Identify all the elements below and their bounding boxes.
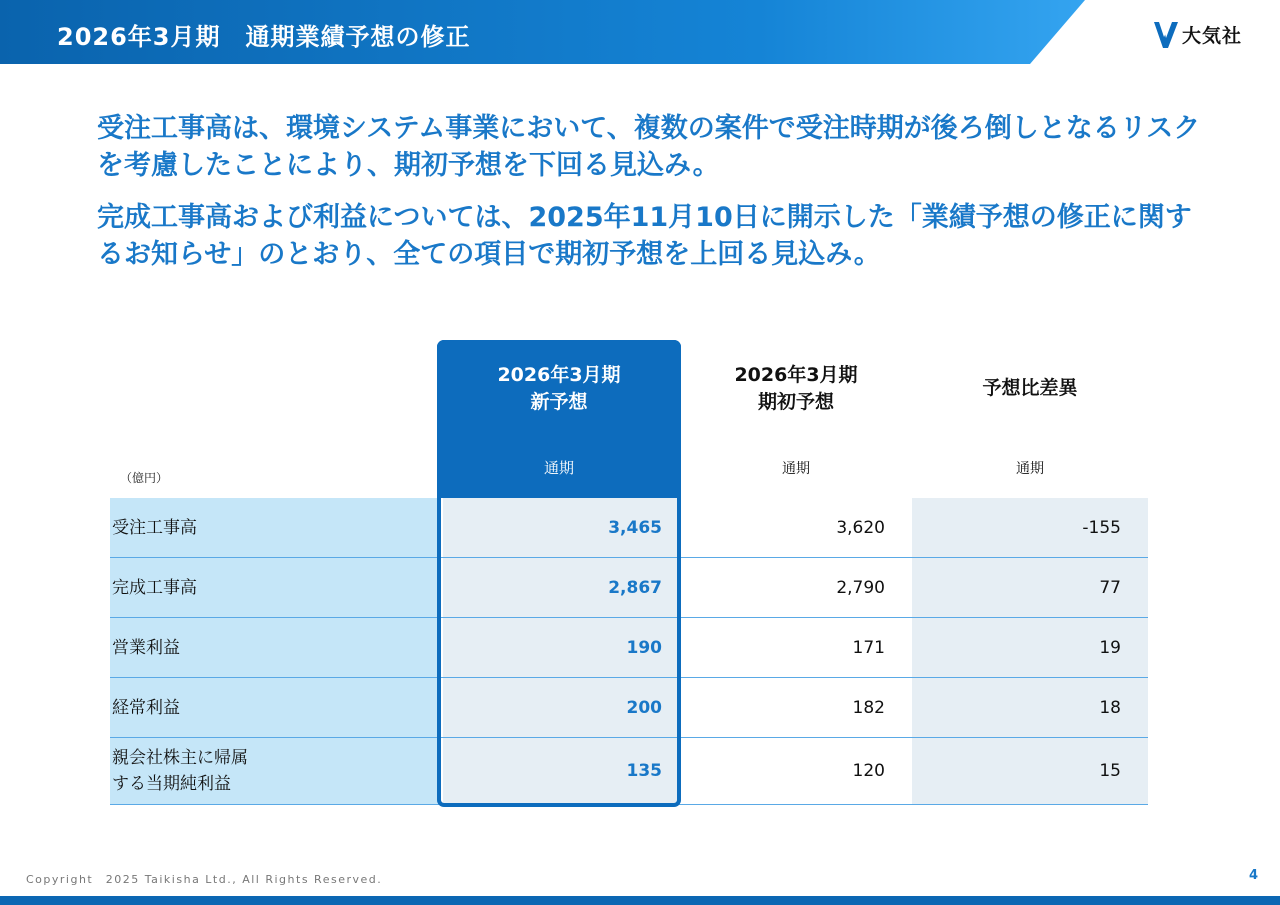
row-label: 親会社株主に帰属 する当期純利益	[110, 738, 440, 804]
row-label: 経常利益	[110, 678, 440, 738]
message-completed: 完成工事高および利益については、2025年11月10日に開示した「業績予想の修正に関するお知らせ」のとおり、全ての項目で期初予想を上回る見込み。	[97, 202, 1192, 270]
page-number: 4	[1249, 868, 1259, 883]
new-forecast-value: 200	[626, 698, 662, 718]
col-sub-initial-forecast: 通期	[782, 461, 810, 477]
row-label: 受注工事高	[110, 498, 440, 558]
col-sub-new-forecast: 通期	[543, 459, 574, 477]
col-header-initial-forecast	[682, 362, 910, 416]
unit-label: （億円）	[120, 471, 169, 485]
company-logo	[1153, 17, 1242, 51]
initial-forecast-value: 182	[852, 698, 885, 718]
initial-forecast-value: 171	[852, 638, 885, 658]
difference-value: 77	[1099, 578, 1121, 598]
new-forecast-value: 190	[626, 638, 662, 658]
col-header-line2: 期初予想	[757, 391, 834, 413]
col-header-line1: 2026年3月期	[497, 364, 621, 386]
message-orders: 受注工事高は、環境システム事業において、複数の案件で受注時期が後ろ倒しとなるリスクを考慮したことにより、期初予想を下回る見込み。	[97, 113, 1201, 181]
difference-value: -155	[1082, 518, 1121, 538]
row-label: 営業利益	[110, 618, 440, 678]
col-header-line2: 新予想	[530, 391, 588, 413]
new-forecast-highlight-frame	[437, 340, 681, 807]
new-forecast-value: 3,465	[608, 518, 662, 538]
taikisha-logo-icon	[1153, 18, 1179, 50]
logo-text: 大気社	[1182, 24, 1243, 47]
col-sub-difference: 通期	[1016, 461, 1044, 477]
row-label: 完成工事高	[110, 558, 440, 618]
bottom-bar	[0, 896, 1280, 905]
difference-value: 15	[1099, 761, 1121, 781]
copyright: Copyright 2025 Taikisha Ltd., All Rights Reserved.	[26, 873, 383, 886]
new-forecast-value: 135	[626, 761, 662, 781]
page-title: 2026年3月期 通期業績予想の修正	[57, 23, 471, 51]
col-header-difference	[912, 375, 1148, 402]
initial-forecast-value: 3,620	[836, 518, 885, 538]
col-header-line1: 2026年3月期	[734, 364, 858, 386]
difference-value: 19	[1099, 638, 1121, 658]
initial-forecast-value: 120	[852, 761, 885, 781]
difference-value: 18	[1099, 698, 1121, 718]
initial-forecast-value: 2,790	[836, 578, 885, 598]
col-header-line1: 予想比差異	[982, 377, 1078, 399]
new-forecast-value: 2,867	[608, 578, 662, 598]
